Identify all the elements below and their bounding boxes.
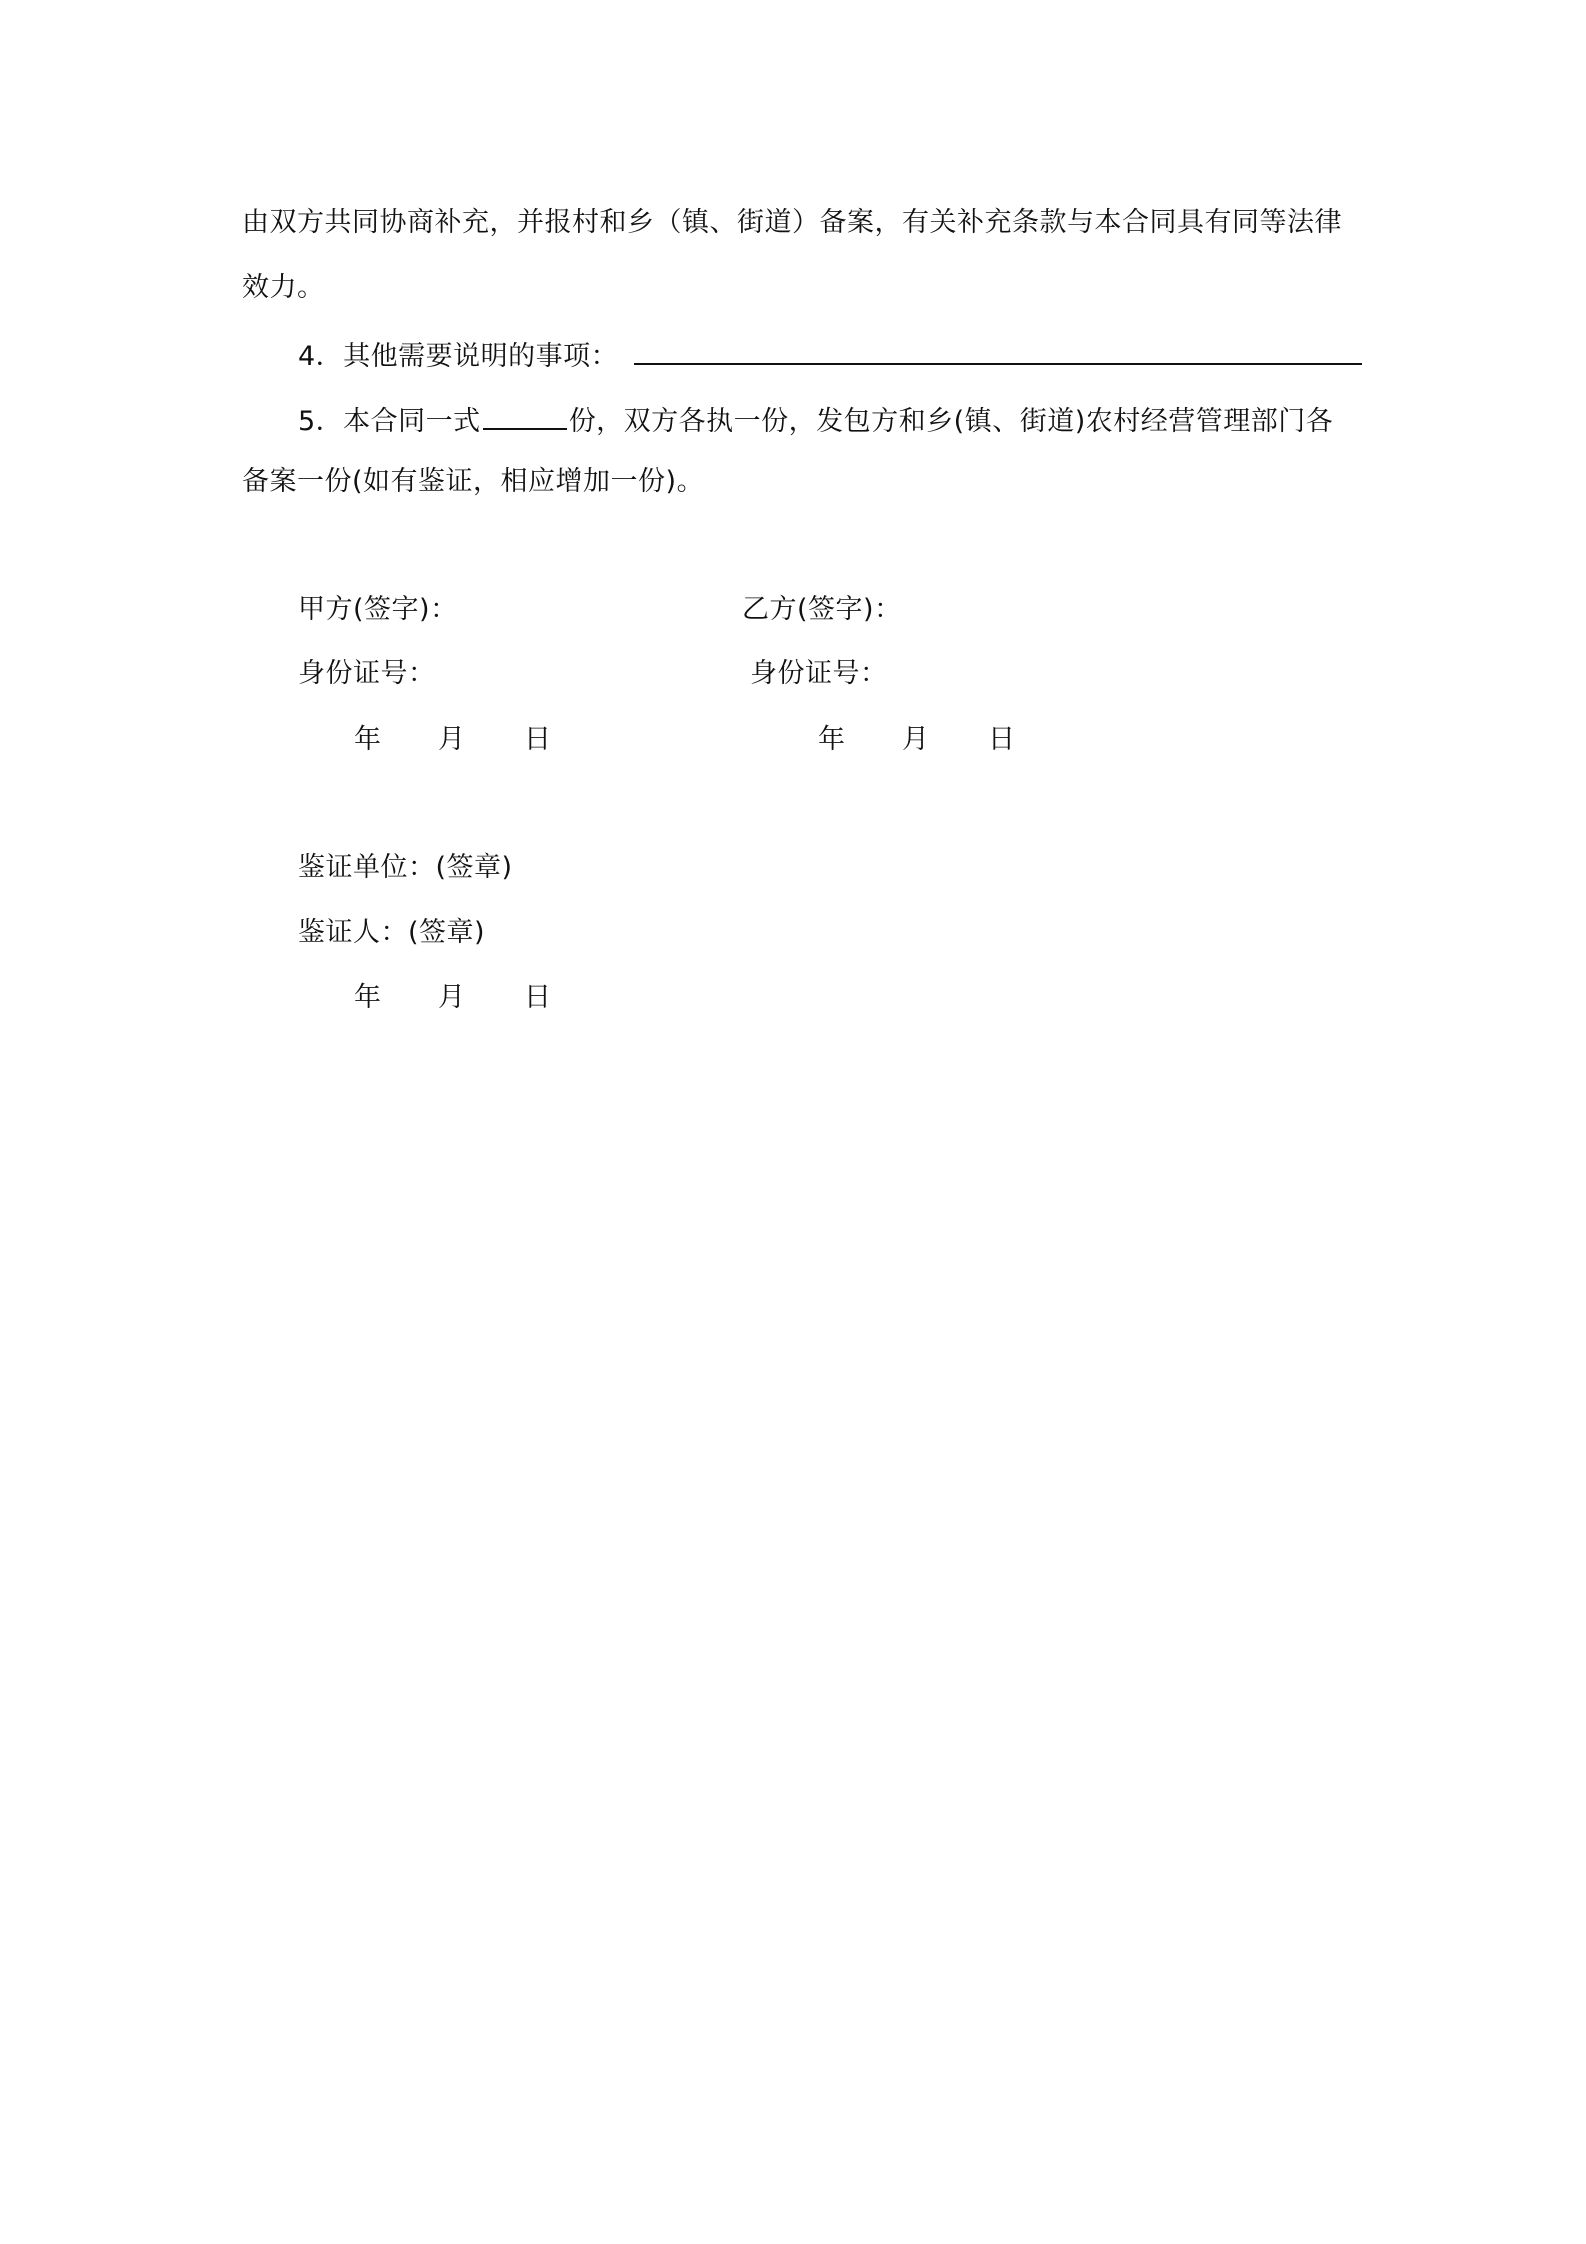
authentication-date-day: 日 xyxy=(524,982,551,1013)
item-4 xyxy=(298,335,1362,375)
clause-continuation-line2: 效力。 xyxy=(242,272,325,303)
item-5-line2: 备案一份(如有鉴证，相应增加一份)。 xyxy=(242,466,705,497)
item-5-label-before: 5．本合同一式 xyxy=(298,406,481,437)
authentication-date-month: 月 xyxy=(438,982,465,1013)
copies-count-blank-field[interactable] xyxy=(483,400,567,430)
authentication-unit-label: 鉴证单位：(签章) xyxy=(298,852,513,883)
party-b-date-day: 日 xyxy=(988,724,1015,755)
item-5 xyxy=(298,400,1333,440)
clause-continuation-line1: 由双方共同协商补充，并报村和乡（镇、街道）备案，有关补充条款与本合同具有同等法律 xyxy=(242,207,1342,238)
item-4-blank-field[interactable] xyxy=(634,335,1362,365)
party-a-id-label: 身份证号： xyxy=(298,658,436,689)
authentication-date-year: 年 xyxy=(354,982,381,1013)
party-b-date-month: 月 xyxy=(902,724,929,755)
party-b-date-year: 年 xyxy=(818,724,845,755)
party-a-date-month: 月 xyxy=(438,724,465,755)
item-4-label: 4．其他需要说明的事项： xyxy=(298,341,619,372)
item-5-label-after: 份，双方各执一份，发包方和乡(镇、街道)农村经营管理部门各 xyxy=(568,406,1334,437)
party-b-id-label: 身份证号： xyxy=(750,658,888,689)
party-b-signature-label: 乙方(签字)： xyxy=(742,594,902,625)
party-a-date-day: 日 xyxy=(524,724,551,755)
authenticator-label: 鉴证人：(签章) xyxy=(298,917,486,948)
party-a-signature-label: 甲方(签字)： xyxy=(298,594,458,625)
party-a-date-year: 年 xyxy=(354,724,381,755)
